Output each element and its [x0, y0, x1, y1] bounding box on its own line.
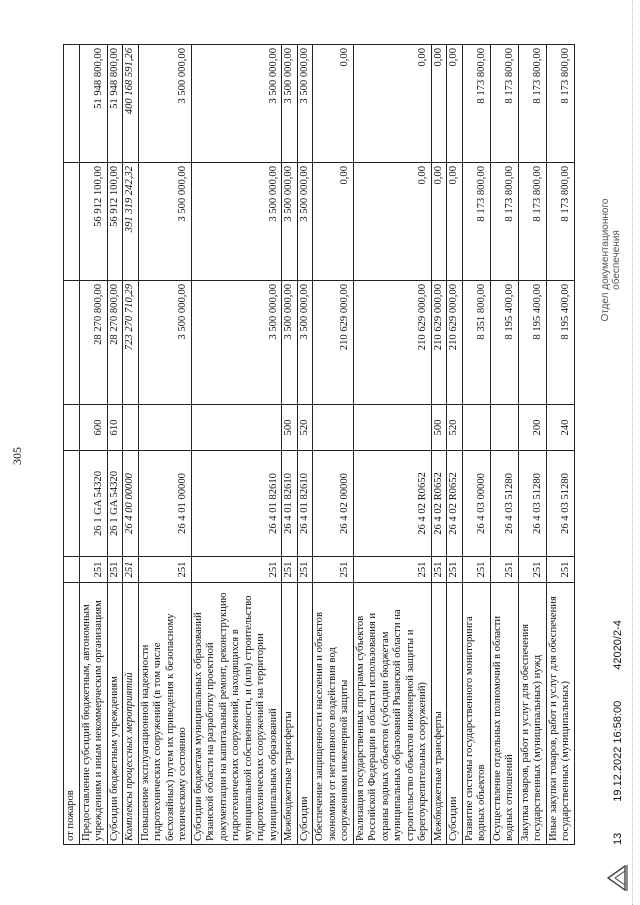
table-cell-value-2022: 8 351 800,00: [462, 281, 490, 405]
budget-table: [63, 44, 575, 845]
table-cell-value-2023: 8 173 800,00: [462, 163, 490, 281]
table-cell-value-2024: 0,00: [313, 45, 354, 163]
table-cell-value-2022: 210 629 000,00: [313, 281, 354, 405]
stamp-line-1: Отдел документационного: [600, 198, 611, 322]
table-cell-value-2024: [64, 45, 80, 163]
footer-page-code: 13: [612, 832, 624, 845]
table-cell-name: Субсидии бюджетам муниципальных образований Рязанской области на разработку проектной документации на капитальный ремонт, реконструкцию гидротехнических сооружений, находящихся в муниципальной собственности, и (или) строительство гидротехнических сооружений на территории муниципальных образований: [191, 583, 282, 845]
table-cell-csr: 26 1 GA 54320: [107, 451, 123, 557]
table-cell-value-2024: 3 500 000,00: [282, 45, 298, 163]
table-cell-value-2022: [64, 281, 80, 405]
table-cell-vr: [123, 405, 139, 451]
table-cell-value-2024: 8 173 800,00: [462, 45, 490, 163]
table-row: [107, 45, 123, 845]
table-cell-value-2024: 3 500 000,00: [297, 45, 313, 163]
table-cell-value-2023: 8 173 800,00: [490, 163, 518, 281]
table-cell-ministry: 251: [123, 557, 139, 583]
table-cell-ministry: 251: [313, 557, 354, 583]
table-cell-value-2024: 51 948 800,00: [107, 45, 123, 163]
table-cell-name: Иные закупки товаров, работ и услуг для обеспечения государственных (муниципальных): [546, 583, 574, 845]
table-cell-value-2024: 0,00: [431, 45, 447, 163]
table-cell-vr: 610: [107, 405, 123, 451]
table-cell-value-2024: 3 500 000,00: [138, 45, 191, 163]
table-cell-value-2023: 0,00: [353, 163, 431, 281]
table-cell-csr: 26 4 02 00000: [313, 451, 354, 557]
table-row: [490, 45, 518, 845]
table-row: [191, 45, 282, 845]
table-cell-value-2024: 400 168 591,26: [123, 45, 139, 163]
emblem-icon: [605, 863, 629, 893]
table-cell-value-2022: 3 500 000,00: [138, 281, 191, 405]
table-cell-ministry: 251: [431, 557, 447, 583]
table-cell-value-2022: 8 195 400,00: [518, 281, 546, 405]
table-cell-ministry: 251: [546, 557, 574, 583]
table-cell-value-2022: 3 500 000,00: [297, 281, 313, 405]
table-cell-value-2023: 391 319 242,32: [123, 163, 139, 281]
table-cell-ministry: 251: [490, 557, 518, 583]
table-cell-name: Реализация государственных программ субъектов Российской Федерации в области использования и охраны водных объектов (субсидии бюджетам муниципальных образований Рязанской области на строительство объектов инженерной защиты и берегоукрепительных сооружений): [353, 583, 431, 845]
table-cell-ministry: 251: [191, 557, 282, 583]
table-cell-vr: 500: [431, 405, 447, 451]
table-cell-ministry: 251: [447, 557, 463, 583]
table-cell-name: Субсидии бюджетным учреждениям: [107, 583, 123, 845]
table-cell-value-2023: 56 912 100,00: [107, 163, 123, 281]
table-cell-value-2022: 8 195 400,00: [490, 281, 518, 405]
table-cell-name: Осуществление отдельных полномочий в области водных отношений: [490, 583, 518, 845]
table-cell-name: Субсидии: [297, 583, 313, 845]
table-cell-vr: [313, 405, 354, 451]
table-cell-csr: 26 4 00 00000: [123, 451, 139, 557]
table-cell-value-2024: 0,00: [447, 45, 463, 163]
table-cell-ministry: 251: [297, 557, 313, 583]
table-cell-vr: [64, 405, 80, 451]
table-cell-name: Межбюджетные трансферты: [282, 583, 298, 845]
table-cell-ministry: 251: [518, 557, 546, 583]
table-row: [64, 45, 80, 845]
table-cell-value-2022: 28 270 800,00: [107, 281, 123, 405]
table-cell-value-2023: 3 500 000,00: [282, 163, 298, 281]
table-cell-csr: [64, 451, 80, 557]
table-cell-vr: 520: [297, 405, 313, 451]
table-cell-csr: 26 4 03 00000: [462, 451, 490, 557]
table-cell-value-2022: 28 270 800,00: [79, 281, 107, 405]
table-cell-vr: 200: [518, 405, 546, 451]
table-cell-ministry: 251: [79, 557, 107, 583]
footer-doc-id: 42020/2-4: [612, 620, 624, 670]
footer-datetime: 19.12.2022 16:58:00: [612, 700, 624, 802]
table-cell-vr: 520: [447, 405, 463, 451]
table-cell-csr: 26 4 02 R0652: [353, 451, 431, 557]
table-cell-name: Обеспечение защищенности населения и объектов экономики от негативного воздействия вод сооружениями инженерной защиты: [313, 583, 354, 845]
table-cell-ministry: [64, 557, 80, 583]
table-row: [518, 45, 546, 845]
table-cell-value-2022: 8 195 400,00: [546, 281, 574, 405]
table-cell-vr: 600: [79, 405, 107, 451]
table-cell-csr: 26 4 01 82610: [282, 451, 298, 557]
table-cell-csr: 26 4 03 51280: [490, 451, 518, 557]
table-cell-vr: 500: [282, 405, 298, 451]
table-row: [297, 45, 313, 845]
table-cell-name: Закупка товаров, работ и услуг для обеспечения государственных (муниципальных) нужд: [518, 583, 546, 845]
table-cell-ministry: 251: [107, 557, 123, 583]
table-cell-ministry: 251: [282, 557, 298, 583]
table-cell-vr: 240: [546, 405, 574, 451]
table-row: [138, 45, 191, 845]
table-cell-vr: [462, 405, 490, 451]
table-row: [431, 45, 447, 845]
table-cell-csr: 26 4 02 R0652: [431, 451, 447, 557]
table-cell-csr: 26 4 03 51280: [546, 451, 574, 557]
table-cell-name: Повышение эксплуатационной надежности гидротехнических сооружений (в том числе бесхозяйных) путем их приведения к безопасному техническому состоянию: [138, 583, 191, 845]
table-cell-csr: 26 4 01 82610: [191, 451, 282, 557]
table-cell-vr: [138, 405, 191, 451]
table-cell-value-2024: 8 173 800,00: [518, 45, 546, 163]
footer: [612, 592, 624, 845]
table-cell-value-2023: 3 500 000,00: [191, 163, 282, 281]
table-cell-csr: 26 4 01 00000: [138, 451, 191, 557]
table-cell-ministry: 251: [138, 557, 191, 583]
table-cell-csr: 26 1 GA 54320: [79, 451, 107, 557]
scan-artifact-line: [632, 0, 637, 905]
table-row: [282, 45, 298, 845]
table-row: [79, 45, 107, 845]
table-cell-value-2022: 210 629 000,00: [431, 281, 447, 405]
table-cell-vr: [490, 405, 518, 451]
page-number: 305: [10, 447, 24, 465]
table-row: [447, 45, 463, 845]
table-cell-vr: [353, 405, 431, 451]
table-cell-value-2022: 723 270 710,29: [123, 281, 139, 405]
table-cell-value-2024: 8 173 800,00: [490, 45, 518, 163]
table-cell-value-2024: 8 173 800,00: [546, 45, 574, 163]
table-row: [313, 45, 354, 845]
table-cell-value-2024: 51 948 800,00: [79, 45, 107, 163]
table-cell-name: Субсидии: [447, 583, 463, 845]
table-cell-ministry: 251: [353, 557, 431, 583]
table-cell-name: Комплексы процессных мероприятий: [123, 583, 139, 845]
table-cell-value-2023: 3 500 000,00: [138, 163, 191, 281]
table-cell-value-2023: 0,00: [431, 163, 447, 281]
table-cell-ministry: 251: [462, 557, 490, 583]
table-cell-value-2024: 0,00: [353, 45, 431, 163]
table-cell-value-2023: 56 912 100,00: [79, 163, 107, 281]
table-cell-name: Развитие системы государственного мониторинга водных объектов: [462, 583, 490, 845]
table-cell-value-2022: 210 629 000,00: [353, 281, 431, 405]
table-cell-value-2023: 8 173 800,00: [518, 163, 546, 281]
table-cell-name: Предоставление субсидий бюджетным, автономным учреждениям и иным некоммерческим организациям: [79, 583, 107, 845]
table-row: [353, 45, 431, 845]
table-cell-csr: 26 4 01 82610: [297, 451, 313, 557]
table-cell-value-2024: 3 500 000,00: [191, 45, 282, 163]
table-row: [546, 45, 574, 845]
table-cell-value-2023: 0,00: [313, 163, 354, 281]
table-cell-value-2022: 210 629 000,00: [447, 281, 463, 405]
table-cell-value-2023: 3 500 000,00: [297, 163, 313, 281]
stamp-line-2: обеспечения: [611, 230, 622, 290]
table-cell-value-2022: 3 500 000,00: [282, 281, 298, 405]
table-cell-value-2023: 0,00: [447, 163, 463, 281]
table-cell-name: Межбюджетные трансферты: [431, 583, 447, 845]
table-cell-csr: 26 4 03 51280: [518, 451, 546, 557]
table-row: [123, 45, 139, 845]
table-cell-value-2023: [64, 163, 80, 281]
table-cell-value-2022: 3 500 000,00: [191, 281, 282, 405]
table-cell-name: от пожаров: [64, 583, 80, 845]
table-row: [462, 45, 490, 845]
table-cell-value-2023: 8 173 800,00: [546, 163, 574, 281]
table-body: [64, 45, 575, 845]
department-stamp: [600, 195, 622, 325]
table-cell-vr: [191, 405, 282, 451]
table-cell-csr: 26 4 02 R0652: [447, 451, 463, 557]
